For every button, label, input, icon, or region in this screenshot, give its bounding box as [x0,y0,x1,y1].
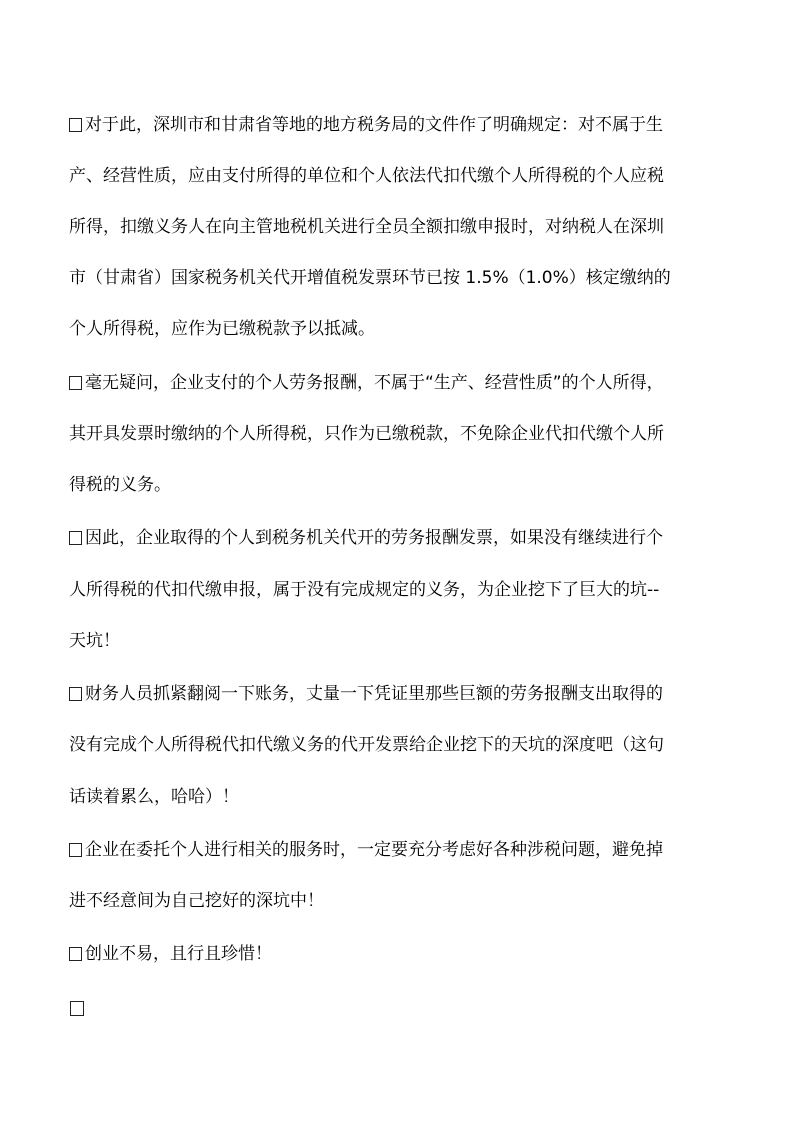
empty-bullet-box-icon [70,1001,84,1016]
paragraph-4-line-3: 话读着累么，哈哈）！ [69,787,239,807]
paragraph-3-line-3: 天坑！ [69,631,120,651]
bullet-box-icon [69,118,82,132]
paragraph-1-line-2: 产、经营性质，应由支付所得的单位和个人依法代扣代缴个人所得税的个人应税 [69,166,664,186]
paragraph-5-line-2: 进不经意间为自己挖好的深坑中！ [69,891,324,911]
bullet-box-icon [69,947,82,961]
paragraph-3-line-2: 人所得税的代扣代缴申报，属于没有完成规定的义务，为企业挖下了巨大的坑-- [69,580,660,600]
paragraph-1-line-3: 所得，扣缴义务人在向主管地税机关进行全员全额扣缴申报时，对纳税人在深圳 [69,217,664,237]
paragraph-1-line-4: 市（甘肃省）国家税务机关代开增值税发票环节已按 1.5%（1.0%）核定缴纳的 [69,268,671,288]
paragraph-1-line-5: 个人所得税，应作为已缴税款予以抵减。 [69,319,375,339]
paragraph-4-line-1: 财务人员抓紧翻阅一下账务，丈量一下凭证里那些巨额的劳务报酬支出取得的 [69,683,663,705]
paragraph-2-line-1: 毫无疑问，企业支付的个人劳务报酬，不属于“生产、经营性质”的个人所得， [69,372,664,394]
bullet-box-icon [69,376,82,390]
paragraph-6-line-1: 创业不易，且行且珍惜！ [69,943,272,965]
paragraph-2-line-3: 得税的义务。 [69,475,171,495]
paragraph-5-line-1: 企业在委托个人进行相关的服务时，一定要充分考虑好各种涉税问题，避免掉 [69,839,663,861]
paragraph-3-line-1: 因此，企业取得的个人到税务机关代开的劳务报酬发票，如果没有继续进行个 [69,527,663,549]
bullet-box-icon [69,687,82,701]
bullet-box-icon [69,531,82,545]
paragraph-1-line-1: 对于此，深圳市和甘肃省等地的地方税务局的文件作了明确规定：对不属于生 [69,114,663,136]
paragraph-4-line-2: 没有完成个人所得税代扣代缴义务的代开发票给企业挖下的天坑的深度吧（这句 [69,735,664,755]
paragraph-2-line-2: 其开具发票时缴纳的个人所得税，只作为已缴税款，不免除企业代扣代缴个人所 [69,424,664,444]
bullet-box-icon [69,843,82,857]
